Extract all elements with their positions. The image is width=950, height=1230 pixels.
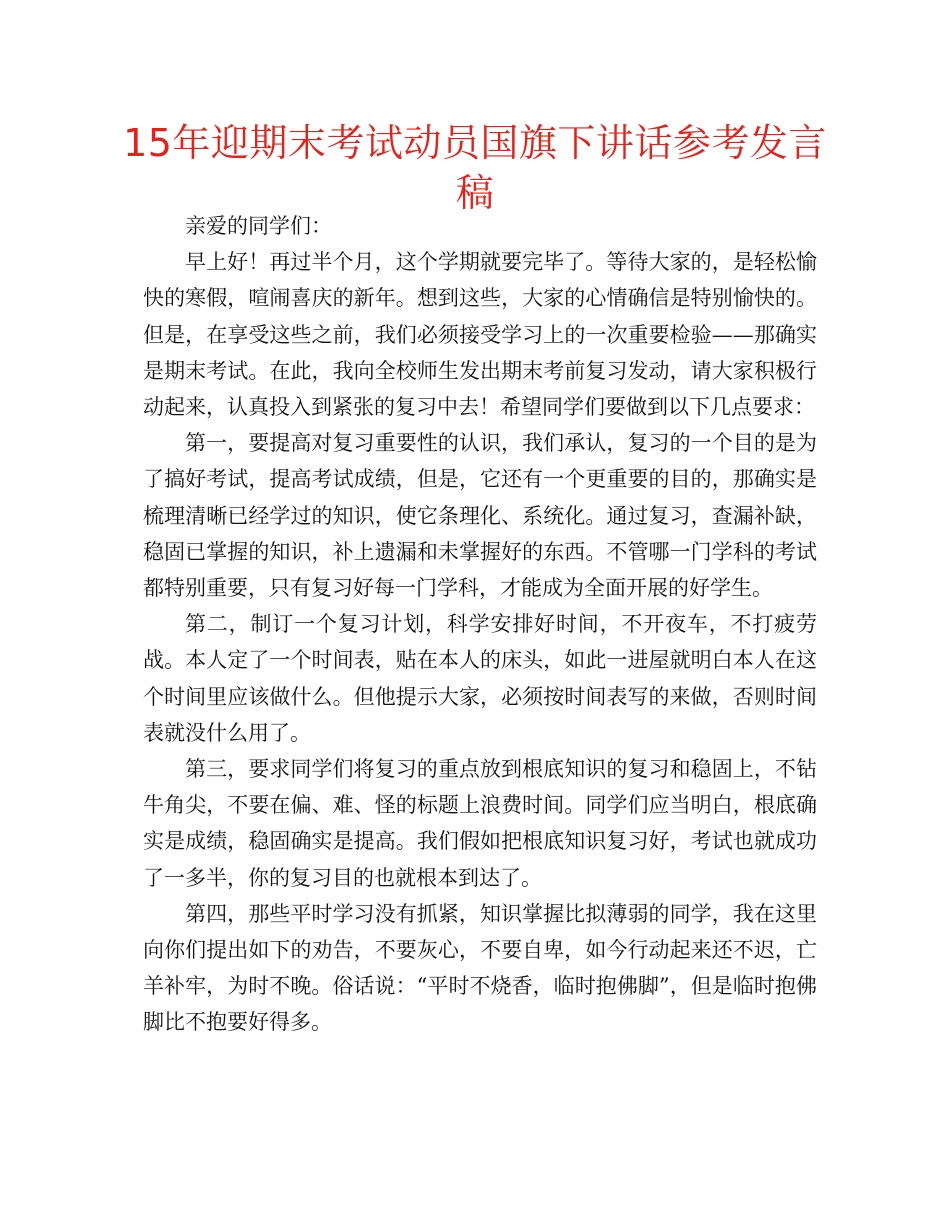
paragraph-fourth-point: 第四，那些平时学习没有抓紧，知识掌握比拟薄弱的同学，我在这里向你们提出如下的劝告，不要灰心，不要自卑，如今行动起来还不迟，亡羊补牢，为时不晚。俗话说：“平时不烧香，临时抱佛脚”，但是临时抱佛脚比不抱要好得多。 xyxy=(143,901,817,1035)
paragraph-third-point: 第三，要求同学们将复习的重点放到根底知识的复习和稳固上，不钻牛角尖，不要在偏、难、怪的标题上浪费时间。同学们应当明白，根底确实是成绩，稳固确实是提高。我们假如把根底知识复习好，考试也就成功了一多半，你的复习目的也就根本到达了。 xyxy=(143,757,817,890)
paragraph-intro: 早上好！再过半个月，这个学期就要完毕了。等待大家的，是轻松愉快的寒假，喧闹喜庆的新年。想到这些，大家的心情确信是特别愉快的。但是，在享受这些之前，我们必须接受学习上的一次重要检验——那确实是期末考试。在此，我向全校师生发出期末考前复习发动，请大家积极行动起来，认真投入到紧张的复习中去！希望同学们要做到以下几点要求： xyxy=(143,250,817,420)
document-title: 15年迎期末考试动员国旗下讲话参考发言稿 xyxy=(123,121,827,215)
salutation: 亲爱的同学们： xyxy=(185,214,332,238)
paragraph-second-point: 第二，制订一个复习计划，科学安排好时间，不开夜车，不打疲劳战。本人定了一个时间表，贴在本人的床头，如此一进屋就明白本人在这个时间里应该做什么。但他提示大家，必须按时间表写的来做，否则时间表就没什么用了。 xyxy=(143,612,817,745)
document-body xyxy=(143,208,817,1041)
paragraph-first-point: 第一，要提高对复习重要性的认识，我们承认，复习的一个目的是为了搞好考试，提高考试成绩，但是，它还有一个更重要的目的，那确实是梳理清晰已经学过的知识，使它条理化、系统化。通过复习，查漏补缺，稳固已掌握的知识，补上遗漏和未掌握好的东西。不管哪一门学科的考试都特别重要，只有复习好每一门学科，才能成为全面开展的好学生。 xyxy=(143,431,817,601)
